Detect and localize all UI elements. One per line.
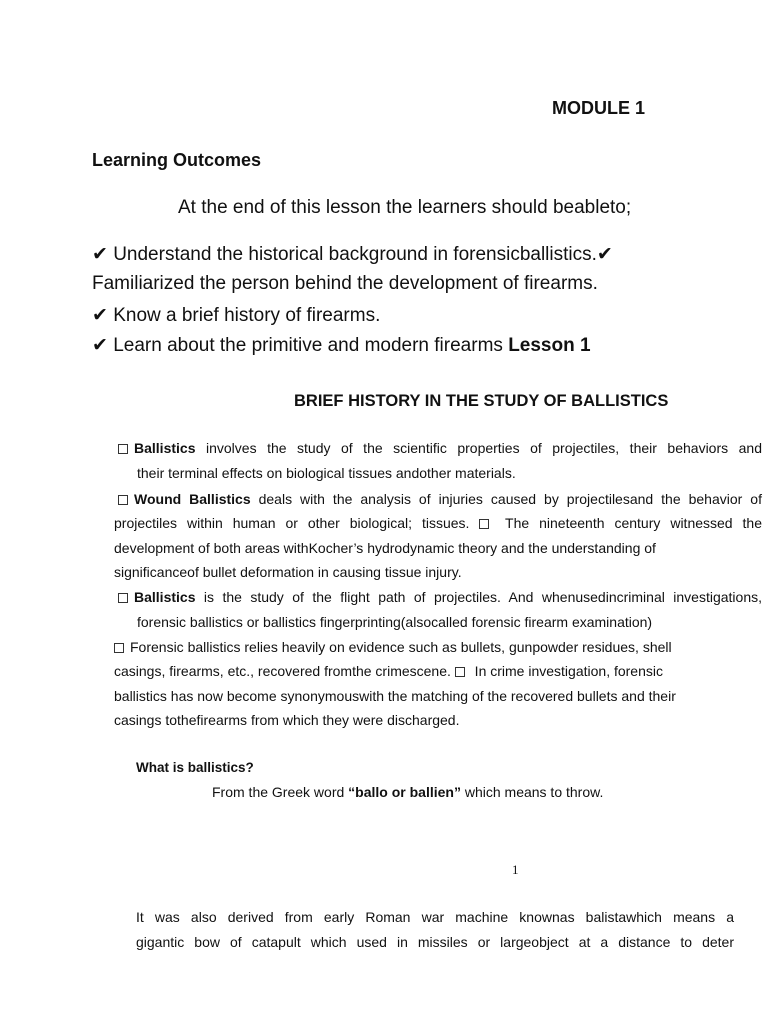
- paragraph-3-line-1: [118, 589, 762, 605]
- term-wound-ballistics: Wound Ballistics: [134, 491, 251, 507]
- bullet-box-icon: [118, 444, 128, 454]
- paragraph-3-line-2: forensic ballistics or ballistics fingerprinting(alsocalled forensic firearm examination): [137, 614, 653, 630]
- p3-text: is the study of the flight path of projectiles. And whenusedincriminal investigations,: [195, 589, 762, 605]
- p4-line2b: In crime investigation, forensic: [470, 663, 663, 679]
- bullet-box-icon: [479, 519, 489, 529]
- learning-outcomes-heading: Learning Outcomes: [92, 150, 262, 170]
- p2-text: deals with the analysis of injuries caused by projectilesand the behavior of: [250, 491, 762, 507]
- what-is-ballistics-question: What is ballistics?: [136, 760, 254, 775]
- term-ballistics: Ballistics: [134, 440, 196, 456]
- continuation-line-2: gigantic bow of catapult which used in missiles or largeobject at a distance to deter: [136, 934, 734, 950]
- bullet-box-icon: [114, 643, 124, 653]
- outcome-line-4: [92, 334, 591, 357]
- greek-term: “ballo or ballien”: [348, 784, 461, 800]
- paragraph-4-line-2: [114, 663, 663, 679]
- outcome-line-3: ✔ Know a brief history of firearms.: [92, 305, 381, 326]
- greek-origin-line: [212, 784, 603, 800]
- paragraph-1-line-1: [118, 440, 762, 456]
- greek-pre: From the Greek word: [212, 784, 349, 800]
- paragraph-2-line-1: [118, 491, 762, 507]
- lesson-label: Lesson 1: [508, 335, 591, 356]
- module-heading: MODULE 1: [552, 98, 646, 118]
- outcome-line-1: ✔ Understand the historical background in forensicballistics.✔: [92, 244, 613, 265]
- outcome-line-2: Familiarized the person behind the development of firearms.: [92, 273, 598, 294]
- paragraph-1-line-2: their terminal effects on biological tissues andother materials.: [137, 465, 516, 481]
- paragraph-4-line-4: casings tothefirearms from which they were discharged.: [114, 712, 460, 728]
- greek-post: which means to throw.: [460, 784, 604, 800]
- section-title: BRIEF HISTORY IN THE STUDY OF BALLISTICS: [294, 392, 669, 410]
- p1-text: involves the study of the scientific properties of projectiles, their behaviors and: [195, 440, 762, 456]
- bullet-box-icon: [118, 495, 128, 505]
- p4-line1: Forensic ballistics relies heavily on evidence such as bullets, gunpowder residues, shell: [130, 639, 672, 655]
- page-number: 1: [512, 862, 519, 877]
- p4-line2a: casings, firearms, etc., recovered fromthe crimescene.: [114, 663, 451, 679]
- p2-line2b: The nineteenth century witnessed the: [495, 515, 762, 531]
- paragraph-2-line-3: development of both areas withKocher’s hydrodynamic theory and the understanding of: [114, 540, 656, 556]
- bullet-box-icon: [118, 593, 128, 603]
- p2-line2a: projectiles within human or other biological; tissues.: [114, 515, 470, 531]
- paragraph-4-line-1: [114, 639, 672, 655]
- paragraph-2-line-2: [114, 515, 762, 531]
- paragraph-2-line-4: significanceof bullet deformation in causing tissue injury.: [114, 564, 462, 580]
- outcomes-intro: At the end of this lesson the learners should beableto;: [178, 197, 632, 218]
- continuation-line-1: It was also derived from early Roman war machine knownas balistawhich means a: [136, 909, 734, 925]
- term-ballistics-2: Ballistics: [134, 589, 196, 605]
- bullet-box-icon: [455, 667, 465, 677]
- paragraph-4-line-3: ballistics has now become synonymouswith the matching of the recovered bullets and their: [114, 688, 676, 704]
- outcome-line-4-text: ✔ Learn about the primitive and modern firearms: [92, 335, 509, 356]
